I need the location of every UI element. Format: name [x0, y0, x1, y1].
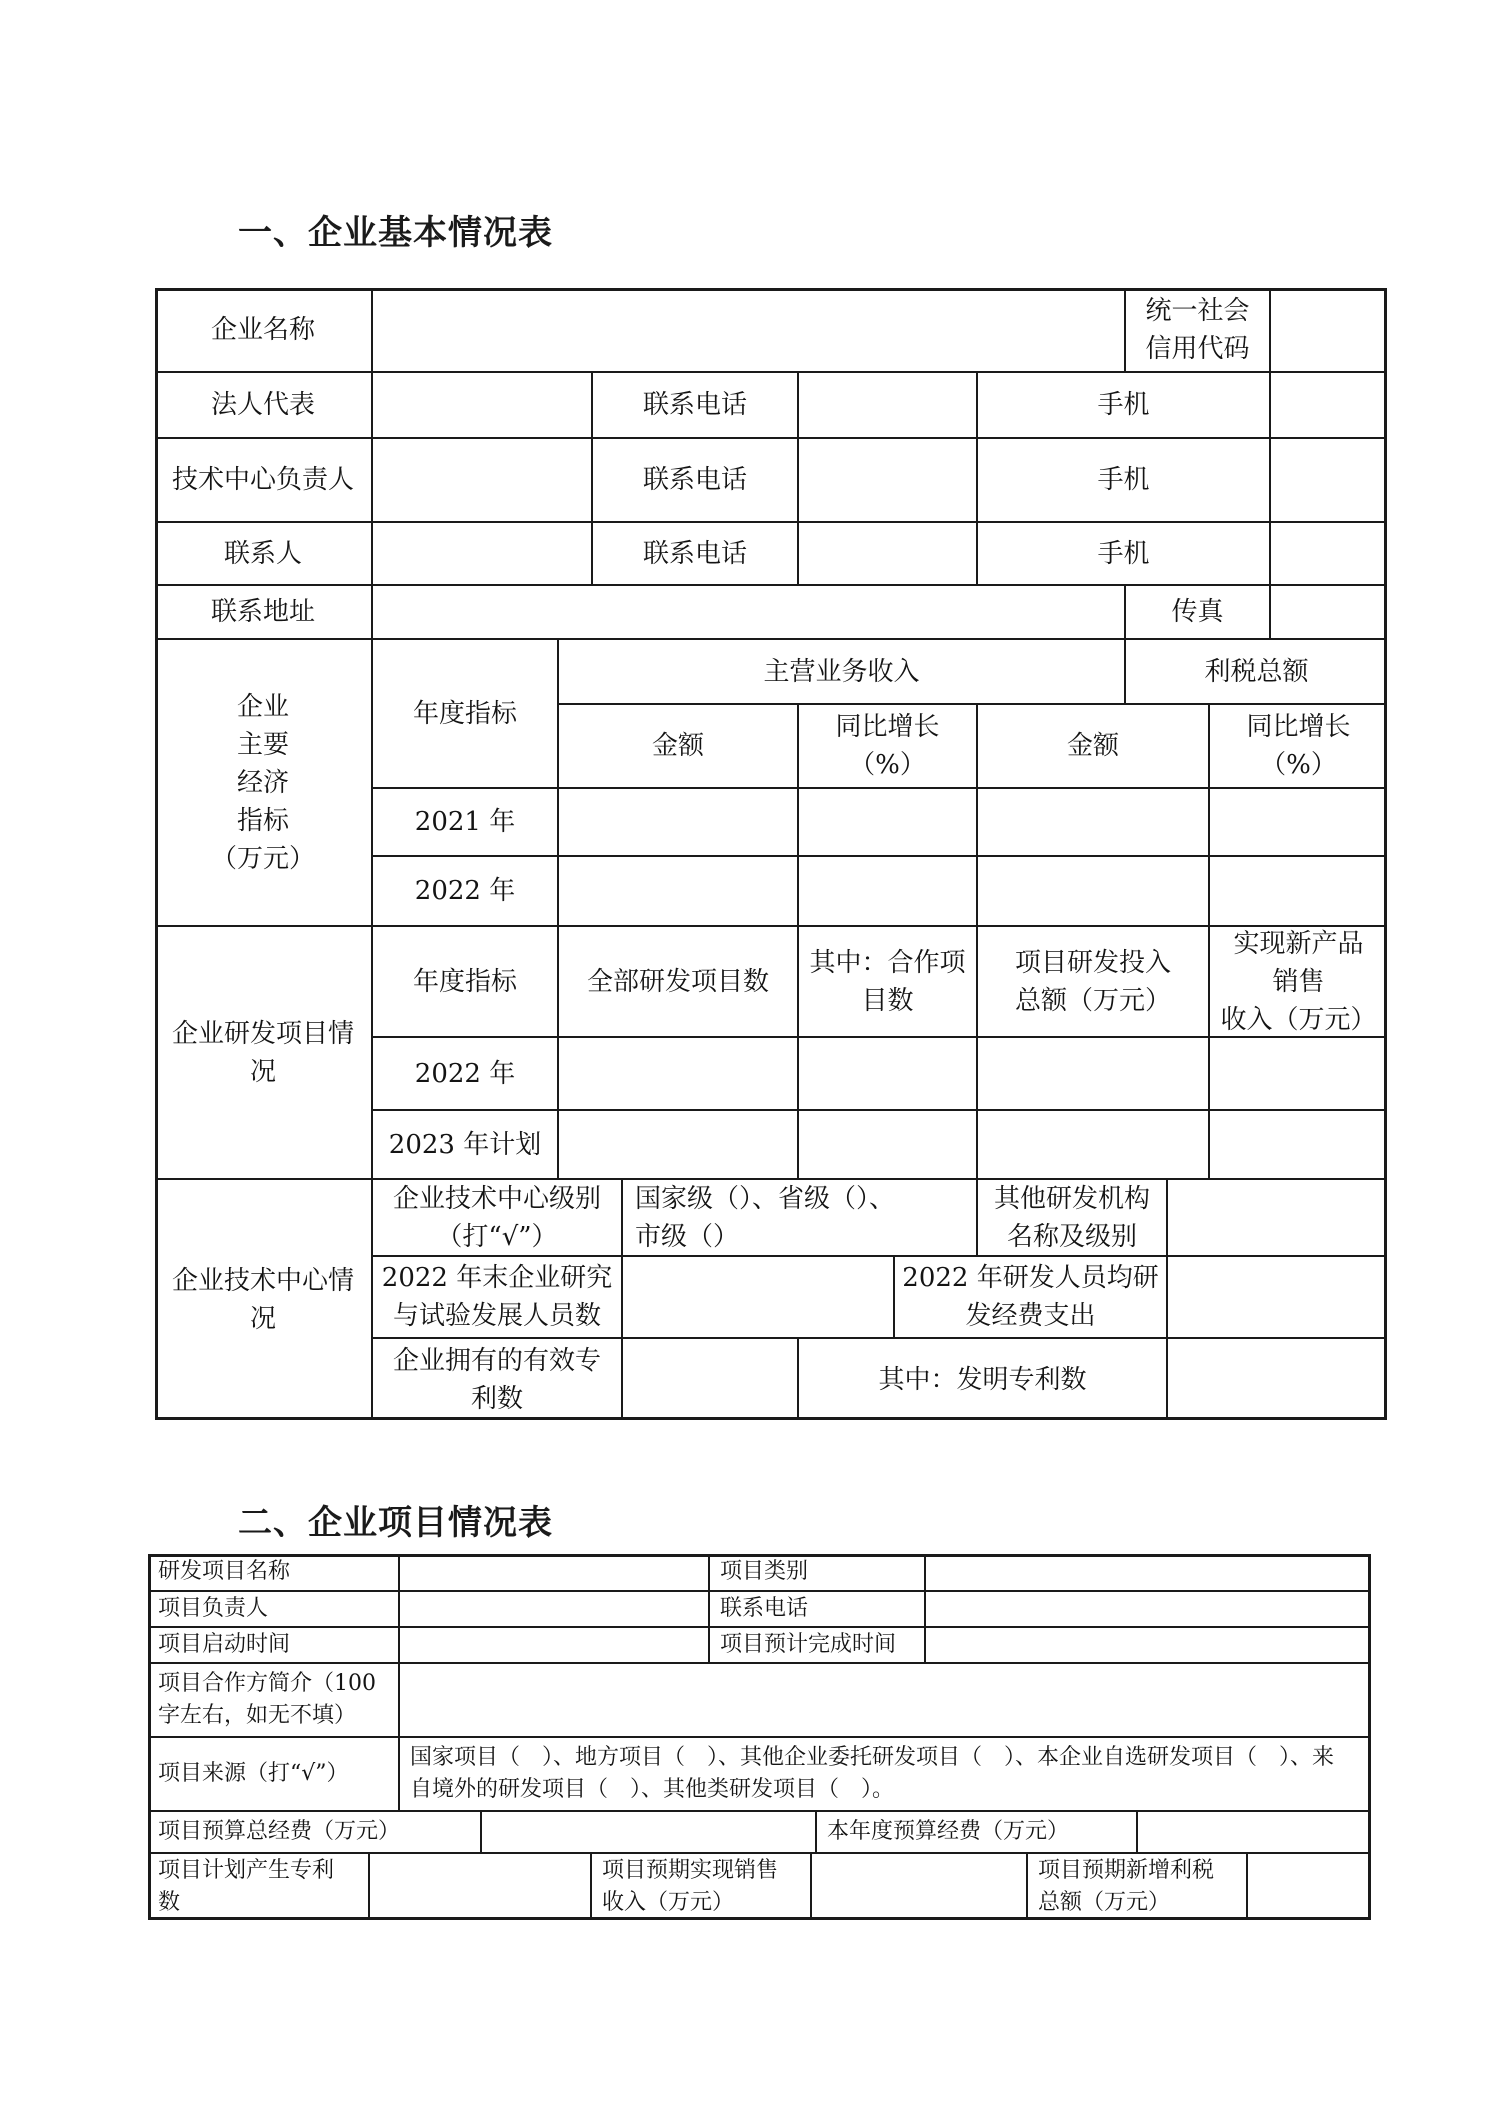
contact-person-input[interactable] [373, 523, 593, 586]
expected-sales-input[interactable] [812, 1854, 1028, 1920]
tech-center-head-label: 技术中心负责人 [155, 439, 373, 523]
tech-center-head-input[interactable] [373, 439, 593, 523]
partner-intro-input[interactable] [400, 1664, 1371, 1738]
econ-2021-revenue-amount[interactable] [559, 789, 799, 857]
planned-patents-input[interactable] [370, 1854, 592, 1920]
rd-staff-2022-input[interactable] [623, 1257, 895, 1339]
econ-year-2022: 2022 年 [373, 857, 559, 927]
project-category-input[interactable] [926, 1554, 1371, 1592]
econ-year-2021: 2021 年 [373, 789, 559, 857]
rd-plan-2023: 2023 年计划 [373, 1111, 559, 1180]
profit-yoy-header: 同比增长 （%） [1210, 705, 1387, 789]
econ-2021-profit-amount[interactable] [978, 789, 1210, 857]
project-phone-label: 联系电话 [710, 1592, 926, 1628]
rd-2022-new-product-sales[interactable] [1210, 1038, 1387, 1111]
address-label: 联系地址 [155, 586, 373, 640]
econ-2021-revenue-yoy[interactable] [799, 789, 978, 857]
project-name-label: 研发项目名称 [148, 1554, 400, 1592]
legal-rep-label: 法人代表 [155, 373, 373, 439]
center-level-label: 企业技术中心级别 （打“√”） [373, 1180, 623, 1257]
all-rd-projects-header: 全部研发项目数 [559, 927, 799, 1038]
tech-head-phone-input[interactable] [799, 439, 978, 523]
other-rd-label: 其他研发机构 名称及级别 [978, 1180, 1168, 1257]
planned-patents-label: 项目计划产生专利 数 [148, 1854, 370, 1920]
year-budget-label: 本年度预算经费（万元） [817, 1812, 1138, 1854]
profit-amount-header: 金额 [978, 705, 1210, 789]
project-source-label: 项目来源（打“√”） [148, 1738, 400, 1812]
expected-finish-input[interactable] [926, 1628, 1371, 1664]
project-leader-input[interactable] [400, 1592, 710, 1628]
section1-title: 一、企业基本情况表 [238, 213, 553, 253]
company-basic-info-table [155, 288, 1387, 1420]
rd-investment-header: 项目研发投入 总额（万元） [978, 927, 1210, 1038]
year-budget-input[interactable] [1138, 1812, 1371, 1854]
credit-code-label: 统一社会 信用代码 [1126, 288, 1271, 373]
rd-2022-all-projects[interactable] [559, 1038, 799, 1111]
coop-projects-header: 其中：合作项 目数 [799, 927, 978, 1038]
expected-finish-label: 项目预计完成时间 [710, 1628, 926, 1664]
patents-label: 企业拥有的有效专 利数 [373, 1339, 623, 1420]
legal-rep-phone-input[interactable] [799, 373, 978, 439]
rd-per-capita-label: 2022 年研发人员均研 发经费支出 [895, 1257, 1168, 1339]
legal-rep-input[interactable] [373, 373, 593, 439]
rd-staff-2022-label: 2022 年末企业研究 与试验发展人员数 [373, 1257, 623, 1339]
econ-2021-profit-yoy[interactable] [1210, 789, 1387, 857]
total-budget-label: 项目预算总经费（万元） [148, 1812, 482, 1854]
total-budget-input[interactable] [482, 1812, 817, 1854]
econ-2022-profit-yoy[interactable] [1210, 857, 1387, 927]
profit-tax-header: 利税总额 [1126, 640, 1387, 705]
legal-rep-mobile-label: 手机 [978, 373, 1271, 439]
tech-center-label: 企业技术中心情 况 [155, 1180, 373, 1420]
rd-2023-investment[interactable] [978, 1111, 1210, 1180]
legal-rep-mobile-input[interactable] [1271, 373, 1387, 439]
econ-2022-profit-amount[interactable] [978, 857, 1210, 927]
project-info-table [148, 1554, 1371, 1920]
revenue-amount-header: 金额 [559, 705, 799, 789]
econ-year-indicator: 年度指标 [373, 640, 559, 789]
contact-person-label: 联系人 [155, 523, 373, 586]
patents-input[interactable] [623, 1339, 799, 1420]
partner-intro-label: 项目合作方简介（100 字左右，如无不填） [148, 1664, 400, 1738]
fax-label: 传真 [1126, 586, 1271, 640]
econ-2022-revenue-yoy[interactable] [799, 857, 978, 927]
econ-indicators-label: 企业 主要 经济 指标 （万元） [155, 640, 373, 927]
invention-patents-label: 其中：发明专利数 [799, 1339, 1168, 1420]
rd-2023-coop-projects[interactable] [799, 1111, 978, 1180]
fax-input[interactable] [1271, 586, 1387, 640]
rd-2022-investment[interactable] [978, 1038, 1210, 1111]
project-name-input[interactable] [400, 1554, 710, 1592]
center-level-options[interactable]: 国家级（）、省级（）、 市级（） [623, 1180, 978, 1257]
revenue-yoy-header: 同比增长 （%） [799, 705, 978, 789]
contact-mobile-input[interactable] [1271, 523, 1387, 586]
start-time-input[interactable] [400, 1628, 710, 1664]
address-input[interactable] [373, 586, 1126, 640]
tech-head-mobile-label: 手机 [978, 439, 1271, 523]
rd-2023-all-projects[interactable] [559, 1111, 799, 1180]
company-name-label: 企业名称 [155, 288, 373, 373]
rd-year-indicator: 年度指标 [373, 927, 559, 1038]
expected-profit-label: 项目预期新增利税 总额（万元） [1028, 1854, 1248, 1920]
expected-profit-input[interactable] [1248, 1854, 1371, 1920]
company-name-input[interactable] [373, 288, 1126, 373]
project-leader-label: 项目负责人 [148, 1592, 400, 1628]
credit-code-input[interactable] [1271, 288, 1387, 373]
contact-phone-input[interactable] [799, 523, 978, 586]
econ-2022-revenue-amount[interactable] [559, 857, 799, 927]
project-category-label: 项目类别 [710, 1554, 926, 1592]
rd-2023-new-product-sales[interactable] [1210, 1111, 1387, 1180]
expected-sales-label: 项目预期实现销售 收入（万元） [592, 1854, 812, 1920]
main-revenue-header: 主营业务收入 [559, 640, 1126, 705]
tech-head-phone-label: 联系电话 [593, 439, 799, 523]
contact-phone-label: 联系电话 [593, 523, 799, 586]
start-time-label: 项目启动时间 [148, 1628, 400, 1664]
project-phone-input[interactable] [926, 1592, 1371, 1628]
invention-patents-input[interactable] [1168, 1339, 1387, 1420]
rd-projects-label: 企业研发项目情 况 [155, 927, 373, 1180]
tech-head-mobile-input[interactable] [1271, 439, 1387, 523]
new-product-sales-header: 实现新产品 销售 收入（万元） [1210, 927, 1387, 1038]
section2-title: 二、企业项目情况表 [238, 1503, 553, 1543]
legal-rep-phone-label: 联系电话 [593, 373, 799, 439]
other-rd-input[interactable] [1168, 1180, 1387, 1257]
rd-per-capita-input[interactable] [1168, 1257, 1387, 1339]
rd-2022-coop-projects[interactable] [799, 1038, 978, 1111]
contact-mobile-label: 手机 [978, 523, 1271, 586]
project-source-options[interactable]: 国家项目（ ）、地方项目（ ）、其他企业委托研发项目（ ）、本企业自选研发项目（ ）、来 自境外的研发项目（ ）、其他类研发项目（ ）。 [400, 1738, 1371, 1812]
rd-year-2022: 2022 年 [373, 1038, 559, 1111]
